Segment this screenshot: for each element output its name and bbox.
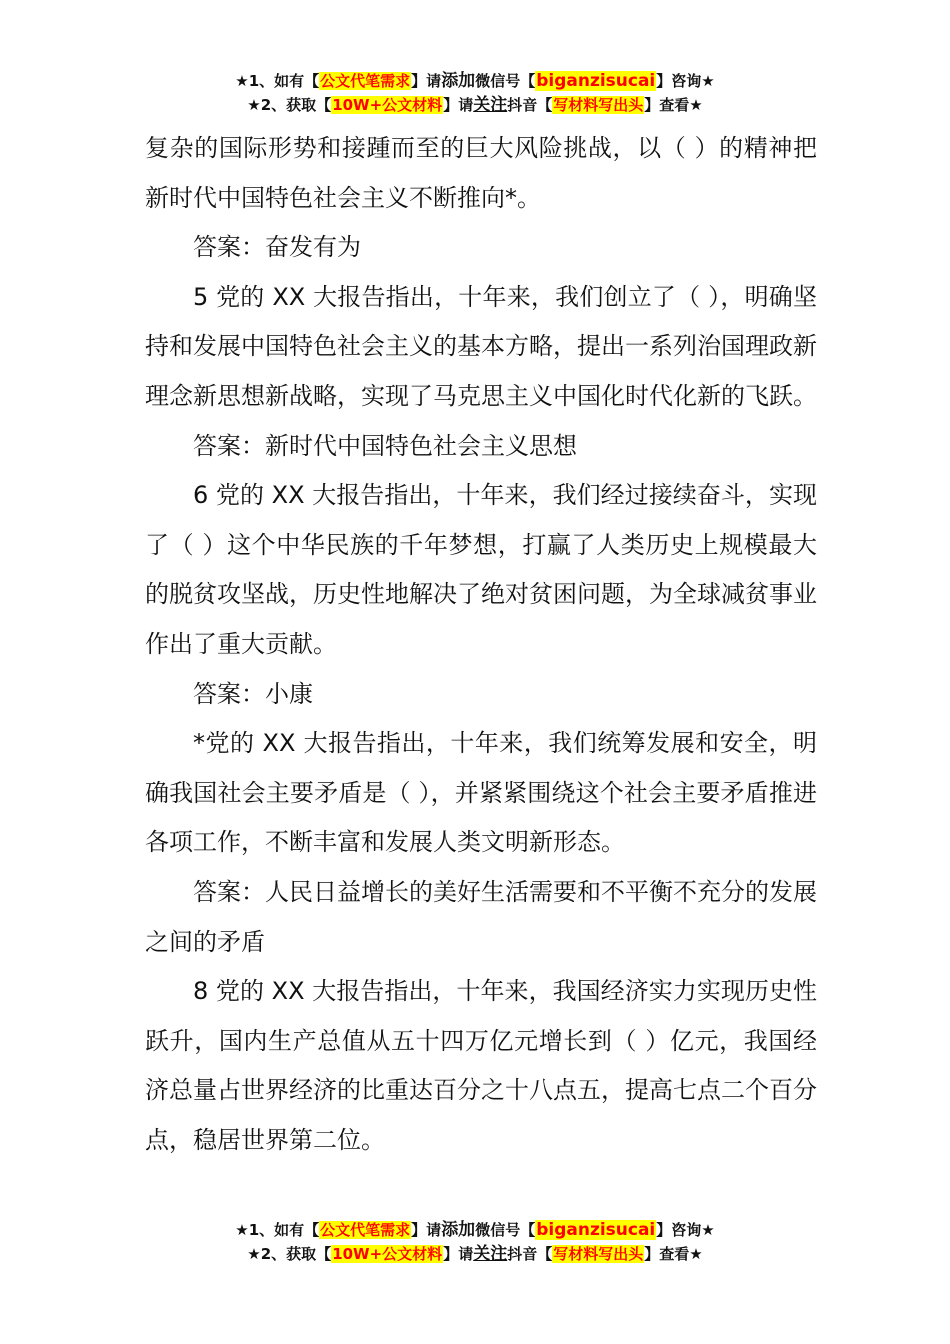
star-icon: ★ <box>247 96 261 114</box>
star-icon: ★ <box>235 1221 249 1239</box>
star-icon: ★ <box>235 72 249 90</box>
highlight-douyin-account: 写材料写出头 <box>553 96 644 114</box>
question-8: 8 党的 XX 大报告指出，十年来，我国经济实力实现历史性跃升，国内生产总值从五十四万亿元增长到（ ）亿元，我国经济总量占世界经济的比重达百分之十八点五，提高七点二个百分点，稳居世界第二位。 <box>145 977 817 1154</box>
star-icon: ★ <box>701 72 715 90</box>
promo-line-1: ★1、如有【公文代笔需求】请添加微信号【biganzisucai】咨询★ <box>235 1220 715 1240</box>
star-icon: ★ <box>247 1245 261 1263</box>
answer-4: 答案：奋发有为 <box>193 233 361 262</box>
question-7: *党的 XX 大报告指出，十年来，我们统筹发展和安全，明确我国社会主要矛盾是（ ），并紧紧围绕这个社会主要矛盾推进各项工作，不断丰富和发展人类文明新形态。 <box>145 729 817 857</box>
footer-promo-banner <box>0 1218 950 1266</box>
question-6: 6 党的 XX 大报告指出，十年来，我们经过接续奋斗，实现了（ ）这个中华民族的千年梦想，打赢了人类历史上规模最大的脱贫攻坚战，历史性地解决了绝对贫困问题，为全球减贫事业作出了重大贡献。 <box>145 481 817 658</box>
highlight-service: 公文代笔需求 <box>320 1221 411 1239</box>
star-icon: ★ <box>689 1245 703 1263</box>
highlight-douyin-account: 写材料写出头 <box>553 1245 644 1263</box>
highlight-materials: 10W+公文材料 <box>332 96 443 114</box>
highlight-materials: 10W+公文材料 <box>332 1245 443 1263</box>
answer-7: 答案：人民日益增长的美好生活需要和不平衡不充分的发展之间的矛盾 <box>145 877 817 956</box>
header-promo-banner <box>0 69 950 117</box>
promo-line-2: ★2、获取【10W+公文材料】请关注抖音【写材料写出头】查看★ <box>247 95 703 115</box>
promo-line-2: ★2、获取【10W+公文材料】请关注抖音【写材料写出头】查看★ <box>247 1244 703 1264</box>
question-5: 5 党的 XX 大报告指出，十年来，我们创立了（ ），明确坚持和发展中国特色社会主义的基本方略，提出一系列治国理政新理念新思想新战略，实现了马克思主义中国化时代化新的飞跃。 <box>145 282 817 410</box>
answer-5: 答案：新时代中国特色社会主义思想 <box>193 431 577 460</box>
highlight-wechat-id: biganzisucai <box>536 1220 656 1240</box>
question-4-continued: 复杂的国际形势和接踵而至的巨大风险挑战，以（ ）的精神把新时代中国特色社会主义不断推向*。 <box>145 134 817 212</box>
promo-line-1: ★1、如有【公文代笔需求】请添加微信号【biganzisucai】咨询★ <box>235 71 715 91</box>
star-icon: ★ <box>701 1221 715 1239</box>
document-body <box>145 124 817 1165</box>
answer-6: 答案：小康 <box>193 679 313 708</box>
star-icon: ★ <box>689 96 703 114</box>
highlight-wechat-id: biganzisucai <box>536 71 656 91</box>
highlight-service: 公文代笔需求 <box>320 72 411 90</box>
